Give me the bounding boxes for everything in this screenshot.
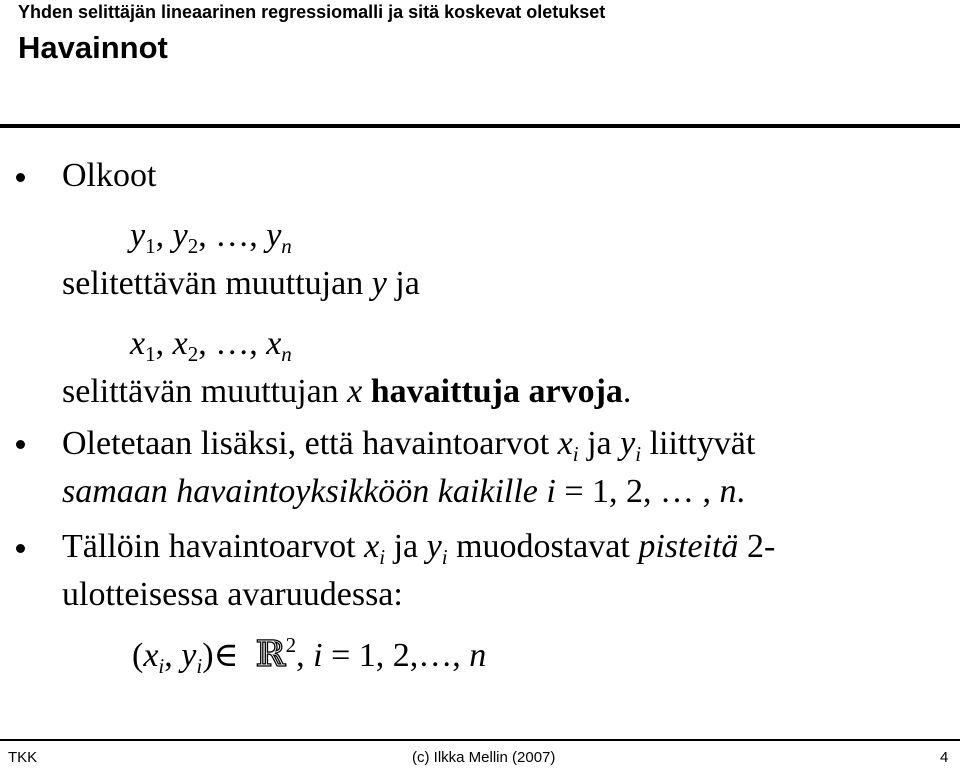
assumption-line-2: samaan havaintoyksikköön kaikille i = 1, 2, … , n. xyxy=(62,473,746,510)
bullet-olkoot: Olkoot xyxy=(62,157,157,194)
formula-points-in-r2: ($x_i$, $y_i)\in$ ℝ$^2$, i = 1, 2,…, n xyxy=(132,633,487,678)
bullet-dot xyxy=(16,440,25,449)
header-divider xyxy=(0,124,960,128)
footer-divider xyxy=(0,739,960,741)
page-number: 4 xyxy=(940,749,949,766)
real-numbers-symbol: ℝ xyxy=(255,634,286,675)
explanatory-variable-line: selittävän muuttujan x havaittuja arvoja. xyxy=(62,373,632,410)
slide-title: Havainnot xyxy=(18,30,168,65)
dependent-variable-line: selitettävän muuttujan y ja xyxy=(62,265,420,302)
y-sequence: $y_1$, $y_2$, …, $y_n$ xyxy=(130,217,292,258)
points-line-2: ulotteisessa avaruudessa: xyxy=(62,576,403,613)
footer-institution: TKK xyxy=(8,749,38,766)
x-sequence: $x_1$, $x_2$, …, $x_n$ xyxy=(130,325,292,366)
assumption-line-1: Oletetaan lisäksi, että havaintoarvot $x_i$ ja $y_i$ liittyvät xyxy=(62,425,756,466)
bullet-dot xyxy=(16,544,25,553)
course-header: Yhden selittäjän lineaarinen regressiomalli ja sitä koskevat oletukset xyxy=(18,2,606,22)
points-line-1: Tällöin havaintoarvot $x_i$ ja $y_i$ muodostavat pisteitä 2- xyxy=(62,528,776,569)
footer-copyright: (c) Ilkka Mellin (2007) xyxy=(412,749,556,766)
bullet-dot xyxy=(16,173,25,182)
